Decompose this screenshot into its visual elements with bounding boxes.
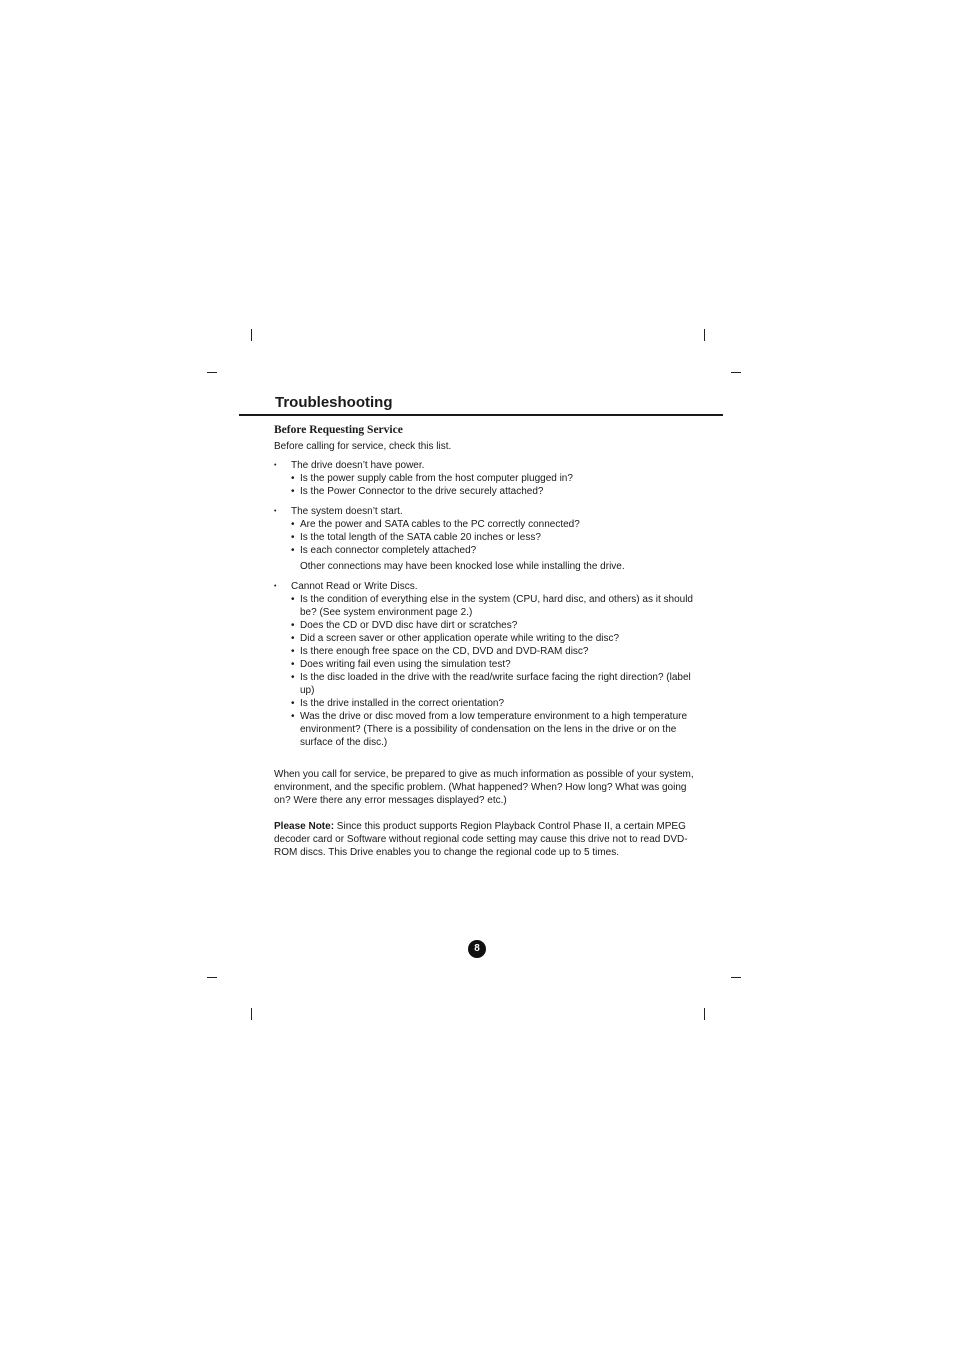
page-number-badge: 8 <box>468 940 486 958</box>
please-note-paragraph <box>274 820 694 859</box>
group-label: • Cannot Read or Write Discs. <box>291 581 418 592</box>
list-item: • Is the total length of the SATA cable 20 inches or less? <box>300 531 694 544</box>
intro-text: Before calling for service, check this list. <box>274 441 452 452</box>
service-paragraph: When you call for service, be prepared to give as much information as possible of your system, environment, and the specific problem. (What happened? When? How long? What was going on? Were there any error messages displayed? etc.) <box>274 769 694 806</box>
sub-list <box>291 472 694 498</box>
list-item: • Does the CD or DVD disc have dirt or scratches? <box>300 619 694 632</box>
crop-mark-top-left-horizontal <box>207 372 217 373</box>
list-item: • Is the disc loaded in the drive with the read/write surface facing the right direction? (label up) <box>300 671 694 697</box>
list-item: • Is each connector completely attached? <box>300 544 694 557</box>
crop-mark-bottom-left-vertical <box>251 1008 252 1020</box>
section-heading: Before Requesting Service <box>274 424 403 436</box>
list-item: • Is the Power Connector to the drive securely attached? <box>300 485 694 498</box>
group-label: • The system doesn’t start. <box>291 506 403 517</box>
crop-mark-bottom-right-vertical <box>704 1008 705 1020</box>
list-item: • Is the power supply cable from the host computer plugged in? <box>300 472 694 485</box>
list-item: • Is there enough free space on the CD, DVD and DVD-RAM disc? <box>300 645 694 658</box>
checklist <box>274 459 694 749</box>
crop-mark-bottom-left-horizontal <box>207 977 217 978</box>
list-item: • Is the condition of everything else in the system (CPU, hard disc, and others) as it should be? (See system environment page 2.) <box>300 593 694 619</box>
please-note-label: Please Note: <box>274 821 335 832</box>
crop-mark-bottom-right-horizontal <box>731 977 741 978</box>
content-body <box>274 423 694 859</box>
list-item: • Did a screen saver or other application operate while writing to the disc? <box>300 632 694 645</box>
list-item: • Is the drive installed in the correct orientation? <box>300 697 694 710</box>
sub-list <box>291 593 694 749</box>
list-item: • Are the power and SATA cables to the PC correctly connected? <box>300 518 694 531</box>
group-note: Other connections may have been knocked lose while installing the drive. <box>300 561 625 572</box>
please-note-text: Since this product supports Region Playback Control Phase II, a certain MPEG decoder card or Software without regional code setting may cause this drive not to read DVD-ROM discs. This Drive enables you to change the regional code up to 5 times. <box>274 821 688 858</box>
page-title: Troubleshooting <box>275 394 393 411</box>
group-label: • The drive doesn’t have power. <box>291 460 425 471</box>
sub-list <box>291 518 694 557</box>
checklist-group-power <box>274 459 694 498</box>
checklist-group-read-write <box>274 580 694 749</box>
checklist-group-system-start <box>274 505 694 573</box>
crop-mark-top-right-horizontal <box>731 372 741 373</box>
crop-mark-top-left-vertical <box>251 329 252 341</box>
crop-mark-top-right-vertical <box>704 329 705 341</box>
list-item: • Was the drive or disc moved from a low temperature environment to a high temperature environment? (There is a possibility of condensation on the lens in the drive or on the surface of the disc.) <box>300 710 694 749</box>
title-rule <box>239 414 723 416</box>
list-item: • Does writing fail even using the simulation test? <box>300 658 694 671</box>
